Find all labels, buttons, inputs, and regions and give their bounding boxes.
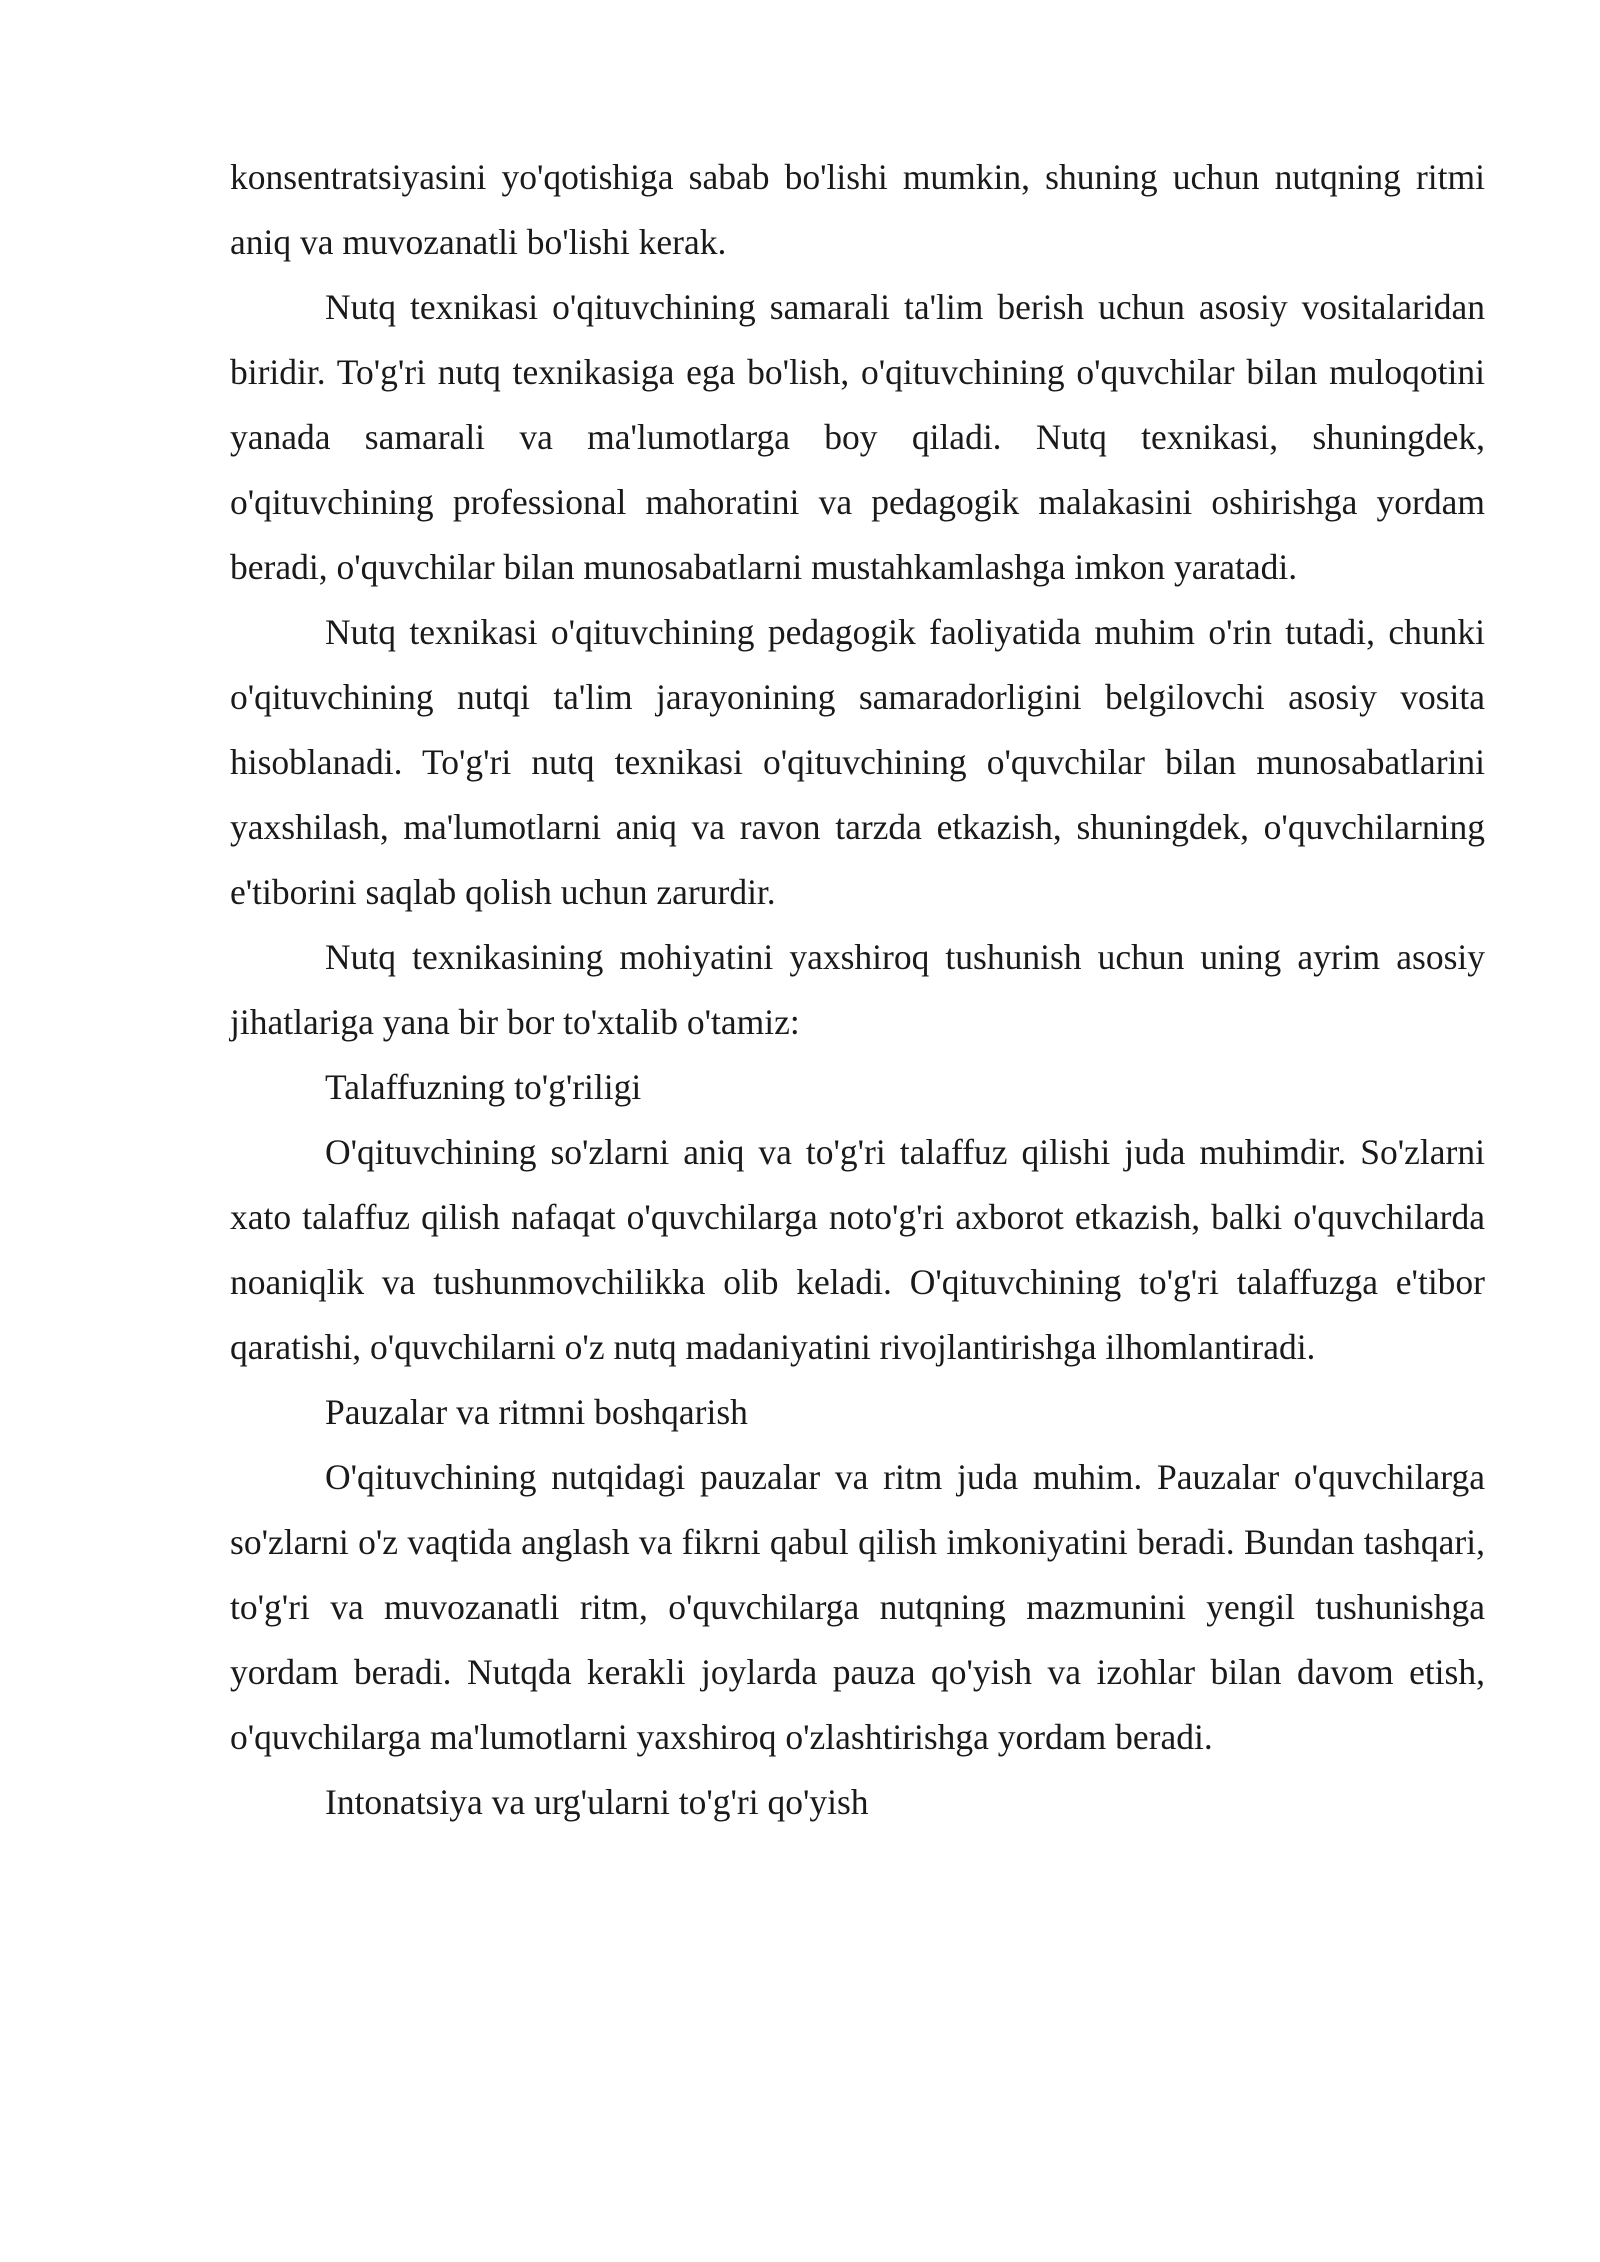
paragraph-speech-technique-tool: Nutq texnikasi o'qituvchining samarali ta'lim berish uchun asosiy vositalaridan biridir. To'g'ri nutq texnikasiga ega bo'lish, o'qituvchining o'quvchilar bilan muloqotini yanada samarali va ma'lumotlarga boy qiladi. Nutq texnikasi, shuningdek, o'qituvchining professional mahoratini va pedagogik malakasini oshirishga yordam beradi, o'quvchilar bilan munosabatlarni mustahkamlashga imkon yaratadi. [230, 287, 1485, 587]
subheading-intonation: Intonatsiya va urg'ularni to'g'ri qo'yish [325, 1782, 869, 1822]
paragraph-pronunciation: O'qituvchining so'zlarni aniq va to'g'ri talaffuz qilishi juda muhimdir. So'zlarni xato talaffuz qilish nafaqat o'quvchilarga noto'g'ri axborot etkazish, balki o'quvchilarda noaniqlik va tushunmovchilikka olib keladi. O'qituvchining to'g'ri talaffuzga e'tibor qaratishi, o'quvchilarni o'z nutq madaniyatini rivojlantirishga ilhomlantiradi. [230, 1132, 1485, 1367]
paragraph-continuation: konsentratsiyasini yo'qotishiga sabab bo'lishi mumkin, shuning uchun nutqning ritmi aniq va muvozanatli bo'lishi kerak. [230, 157, 1485, 262]
subheading-pauses-rhythm: Pauzalar va ritmni boshqarish [325, 1392, 748, 1432]
paragraph-pauses-rhythm: O'qituvchining nutqidagi pauzalar va ritm juda muhim. Pauzalar o'quvchilarga so'zlarni o'z vaqtida anglash va fikrni qabul qilish imkoniyatini beradi. Bundan tashqari, to'g'ri va muvozanatli ritm, o'quvchilarga nutqning mazmunini yengil tushunishga yordam beradi. Nutqda kerakli joylarda pauza qo'yish va izohlar bilan davom etish, o'quvchilarga ma'lumotlarni yaxshiroq o'zlashtirishga yordam beradi. [230, 1457, 1485, 1757]
paragraph-speech-technique-role: Nutq texnikasi o'qituvchining pedagogik faoliyatida muhim o'rin tutadi, chunki o'qituvchining nutqi ta'lim jarayonining samaradorligini belgilovchi asosiy vosita hisoblanadi. To'g'ri nutq texnikasi o'qituvchining o'quvchilar bilan munosabatlarini yaxshilash, ma'lumotlarni aniq va ravon tarzda etkazish, shuningdek, o'quvchilarning e'tiborini saqlab qolish uchun zarurdir. [230, 612, 1485, 912]
document-body [230, 145, 1485, 1835]
subheading-pronunciation: Talaffuzning to'g'riligi [325, 1067, 642, 1107]
paragraph-speech-technique-aspects: Nutq texnikasining mohiyatini yaxshiroq tushunish uchun uning ayrim asosiy jihatlariga yana bir bor to'xtalib o'tamiz: [230, 937, 1485, 1042]
